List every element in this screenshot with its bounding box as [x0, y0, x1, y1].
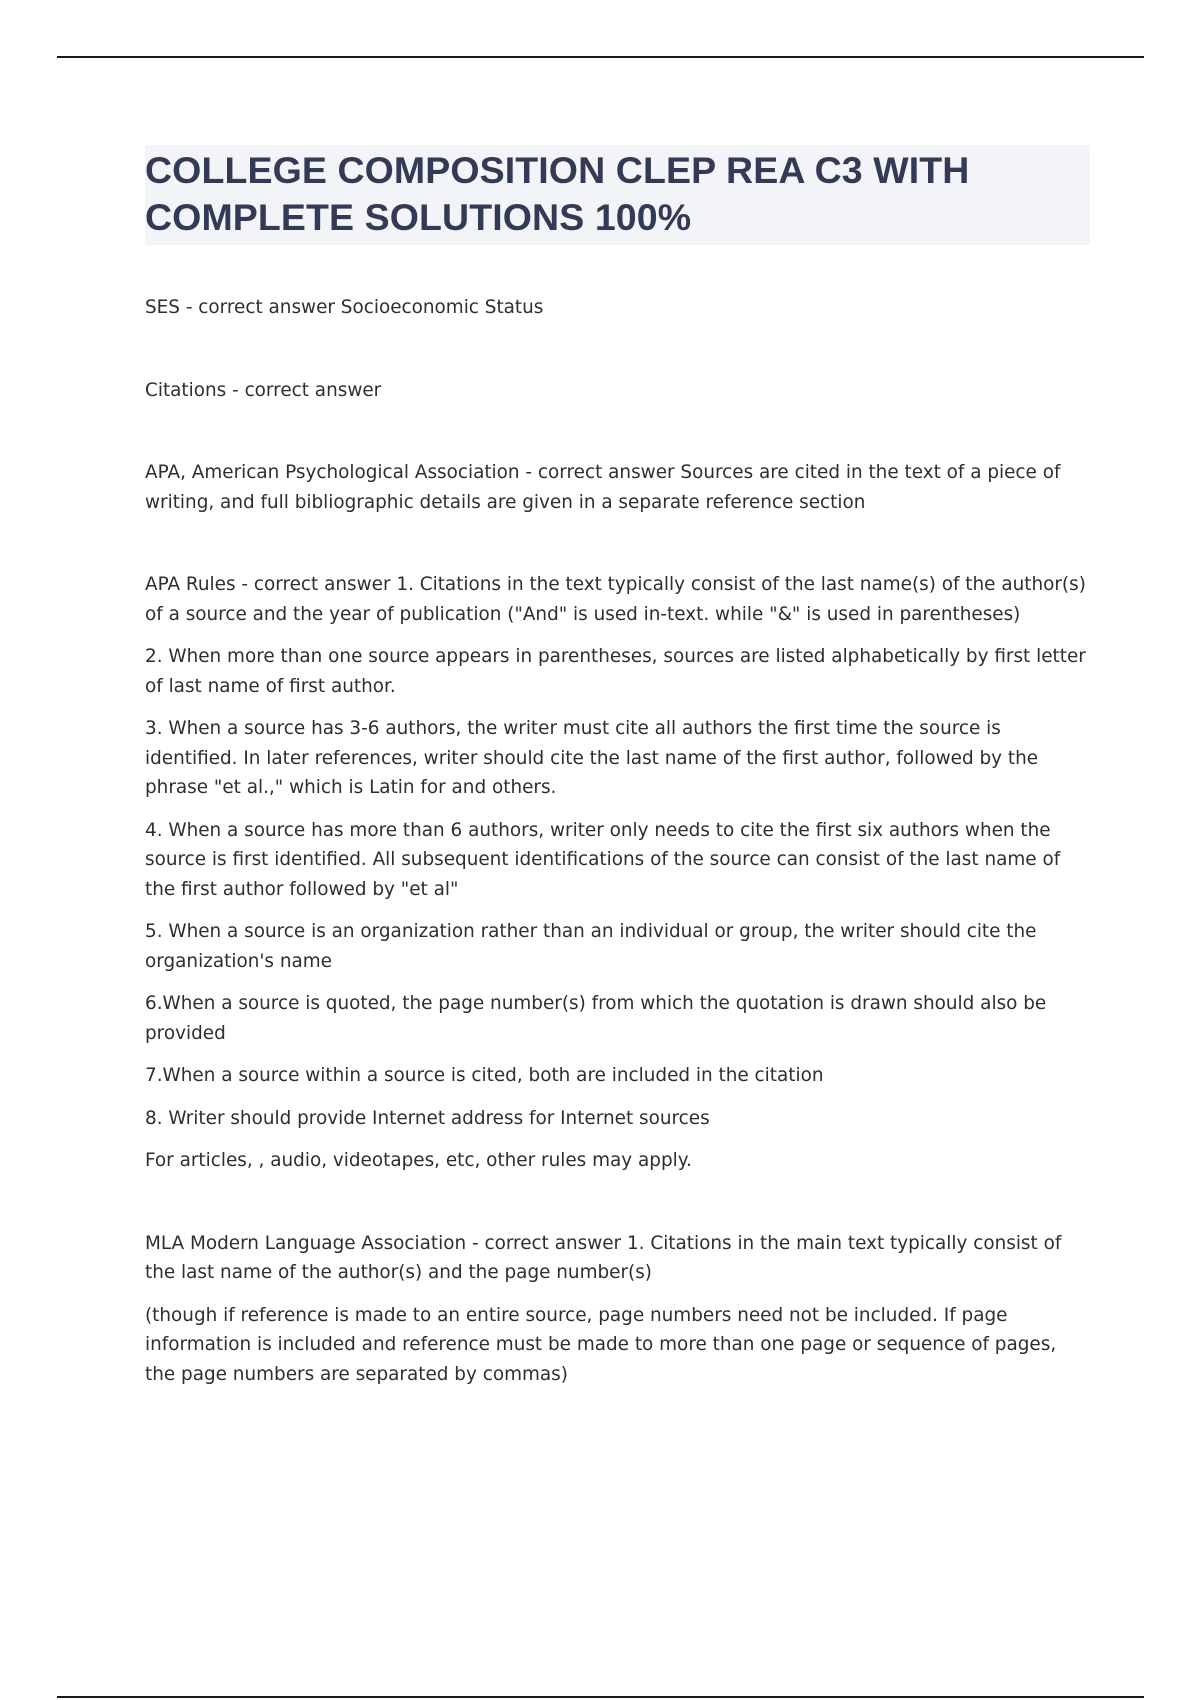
paragraph: 7.When a source within a source is cited, both are included in the citation [145, 1065, 824, 1086]
document-title [145, 145, 1090, 245]
paragraph: 8. Writer should provide Internet address for Internet sources [145, 1107, 710, 1129]
entry-mla [145, 1229, 1090, 1390]
paragraph: 6.When a source is quoted, the page number(s) from which the quotation is drawn should also be provided [145, 993, 1047, 1044]
paragraph: (though if reference is made to an entire source, page numbers need not be included. If page information is included and reference must be made to more than one page or sequence of pages, the page numbers are separated by commas) [145, 1304, 1057, 1385]
document-body [145, 145, 1090, 1442]
paragraph: Citations - correct answer [145, 379, 382, 401]
paragraph: APA, American Psychological Association - correct answer Sources are cited in the text of a piece of writing, and full bibliographic details are given in a separate reference section [145, 462, 1061, 513]
paragraph: 4. When a source has more than 6 authors, writer only needs to cite the first six authors when the source is first identified. All subsequent identifications of the source can consist of the last name of the first author followed by "et al" [145, 819, 1061, 900]
entry-apa-rules [145, 570, 1090, 1176]
entry-ses [145, 293, 1090, 323]
title-line-2: COMPLETE SOLUTIONS 100% [145, 196, 692, 238]
paragraph: APA Rules - correct answer 1. Citations in the text typically consist of the last name(s) of the author(s) of a source and the year of publication ("And" is used in-text. while "&" is used in parentheses) [145, 574, 1086, 625]
title-line-1: COLLEGE COMPOSITION CLEP REA C3 WITH [145, 149, 970, 191]
paragraph: 5. When a source is an organization rather than an individual or group, the writer should cite the organization's name [145, 921, 1037, 972]
footer-rule [57, 1696, 1144, 1698]
paragraph: SES - correct answer Socioeconomic Status [145, 297, 544, 318]
paragraph: For articles, , audio, videotapes, etc, other rules may apply. [145, 1150, 692, 1171]
paragraph: MLA Modern Language Association - correct answer 1. Citations in the main text typically consist of the last name of the author(s) and the page number(s) [145, 1232, 1062, 1283]
entry-apa [145, 458, 1090, 517]
paragraph: 2. When more than one source appears in parentheses, sources are listed alphabetically by first letter of last name of first author. [145, 646, 1086, 697]
header-rule [57, 56, 1144, 58]
entry-citations [145, 376, 1090, 406]
paragraph: 3. When a source has 3-6 authors, the writer must cite all authors the first time the source is identified. In later references, writer should cite the last name of the first author, followed by the phrase "et al.," which is Latin for and others. [145, 718, 1039, 798]
